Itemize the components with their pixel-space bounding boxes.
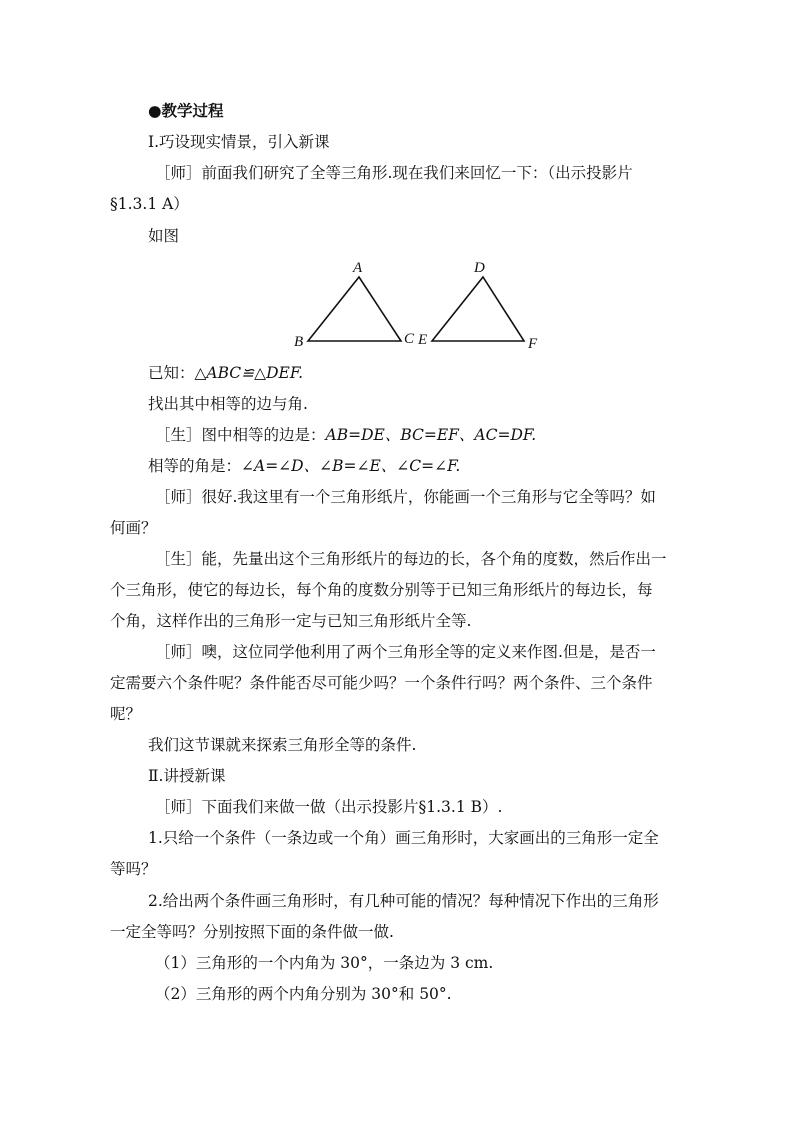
angles-math: ∠A=∠D、∠B=∠E、∠C=∠F.: [241, 457, 461, 475]
label-e: E: [418, 332, 428, 348]
triangle-def: [432, 277, 524, 341]
label-c: C: [404, 331, 415, 347]
question-1-line-2: 等吗？: [110, 860, 157, 878]
paragraph-2: 如图: [148, 227, 180, 245]
triangle-abc: [308, 277, 401, 341]
sides-math: AB=DE、BC=EF、AC=DF.: [325, 426, 537, 444]
condition-2: （2）三角形的两个内角分别为 30°和 50°.: [155, 985, 452, 1003]
label-d: D: [474, 260, 485, 276]
condition-1: （1）三角形的一个内角为 30°，一条边为 3 cm.: [155, 954, 494, 972]
known-statement: [148, 362, 688, 384]
sides-prefix: ［生］图中相等的边是：: [155, 426, 326, 444]
angles-prefix: 相等的角是：: [148, 457, 242, 475]
paragraph-4-line-2: 个三角形，使它的每边长，每个角的度数分别等于已知三角形纸片的每边长，每: [110, 581, 653, 599]
find-statement: 找出其中相等的边与角.: [148, 395, 308, 413]
paragraph-5-line-3: 呢？: [110, 705, 142, 723]
label-f: F: [528, 336, 538, 352]
label-a: A: [353, 260, 363, 276]
question-2-line-1: 2.给出两个条件画三角形时，有几种可能的情况？每种情况下作出的三角形: [148, 892, 659, 910]
known-math: △ABC≌△DEF.: [194, 364, 304, 382]
section1-title: Ⅰ.巧设现实情景，引入新课: [148, 133, 330, 151]
paragraph-3-line-2: 何画？: [110, 519, 157, 537]
paragraph-4-line-1: ［生］能，先量出这个三角形纸片的每边的长，各个角的度数，然后作出一: [155, 550, 667, 568]
equal-sides: [155, 424, 690, 446]
paragraph-1-line-2: §1.3.1 A）: [110, 195, 189, 213]
heading: ●教学过程: [148, 101, 224, 120]
paragraph-5-line-2: 定需要六个条件呢？条件能否尽可能少吗？一个条件行吗？两个条件、三个条件: [110, 674, 653, 692]
label-b: B: [294, 334, 304, 350]
paragraph-5-line-1: ［师］噢，这位同学他利用了两个三角形全等的定义来作图.但是，是否一: [155, 643, 656, 661]
paragraph-1-line-1: ［师］前面我们研究了全等三角形.现在我们来回忆一下：（出示投影片: [155, 164, 633, 182]
question-2-line-2: 一定全等吗？分别按照下面的条件做一做.: [110, 923, 394, 941]
paragraph-4-line-3: 个角，这样作出的三角形一定与已知三角形纸片全等.: [110, 612, 472, 630]
equal-angles: [148, 455, 688, 477]
paragraph-7: ［师］下面我们来做一做（出示投影片§1.3.1 B）.: [155, 798, 503, 816]
triangles-figure: [280, 252, 560, 352]
question-1-line-1: 1.只给一个条件（一条边或一个角）画三角形时，大家画出的三角形一定全: [148, 829, 659, 847]
known-prefix: 已知：: [148, 364, 195, 382]
paragraph-6: 我们这节课就来探索三角形全等的条件.: [148, 736, 417, 754]
section2-title: Ⅱ.讲授新课: [148, 767, 226, 785]
paragraph-3-line-1: ［师］很好.我这里有一个三角形纸片，你能画一个三角形与它全等吗？如: [155, 488, 656, 506]
